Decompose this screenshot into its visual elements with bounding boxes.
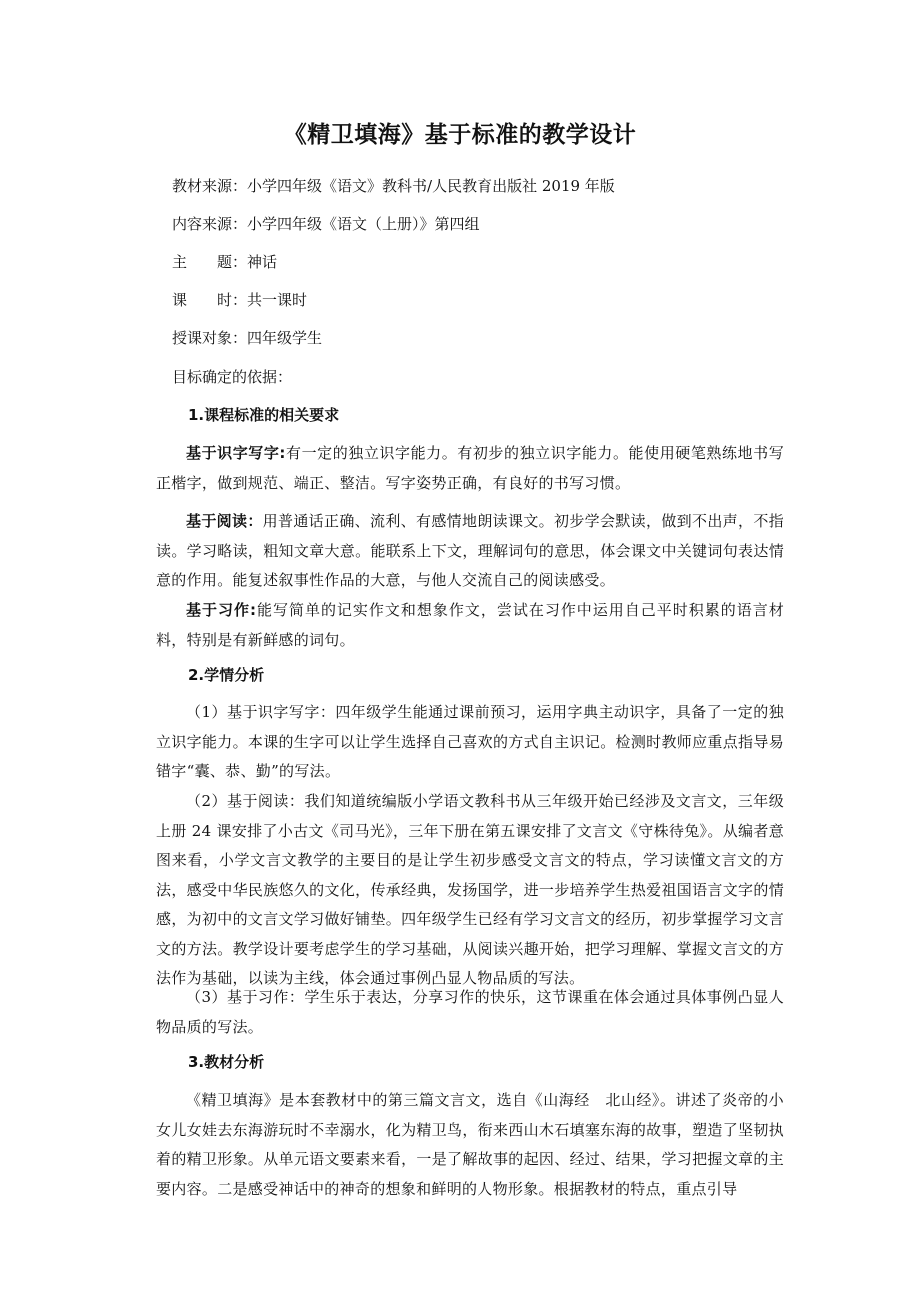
meta-label: 课 时 — [172, 291, 233, 309]
section-heading-textbook-analysis: 3.教材分析 — [188, 1053, 265, 1071]
paragraph-text: 用普通话正确、流利、有感情地朗读课文。初步学会默读，做到不出声，不指读。学习略读，粗知文章大意。能联系上下文，理解词句的意思，体会课文中关键词句表达情意的作用。能复述叙事性作品的大意，与他人交流自己的阅读感受。 — [156, 512, 784, 589]
meta-label: 主 题 — [172, 253, 233, 271]
meta-value: 共一课时 — [247, 291, 308, 309]
paragraph-text: 能写简单的记实作文和想象作文，尝试在习作中运用自己平时积累的语言材料，特别是有新鲜感的词句。 — [156, 601, 785, 649]
document-title: 《精卫填海》基于标准的教学设计 — [283, 122, 637, 148]
meta-audience: 授课对象：四年级学生 — [172, 329, 323, 347]
learner-literacy-paragraph: （1）基于识字写字：四年级学生能通过课前预习，运用字典主动识字，具备了一定的独立识字能力。本课的生字可以让学生选择自己喜欢的方式自主识记。检测时教师应重点指导易错字“囊、恭、勤”的写法。 — [156, 703, 784, 780]
meta-periods: 课 时：共一课时 — [172, 291, 308, 309]
meta-textbook-source: 教材来源：小学四年级《语文》教科书/人民教育出版社 2019 年版 — [172, 177, 615, 195]
meta-value: 四年级学生 — [247, 329, 323, 347]
standards-literacy-paragraph — [156, 439, 784, 498]
meta-label: 内容来源 — [172, 215, 233, 233]
meta-label: 教材来源 — [172, 177, 233, 195]
standards-writing-paragraph — [156, 596, 784, 655]
paragraph-text: 有一定的独立识字能力。有初步的独立识字能力。能使用硬笔熟练地书写正楷字，做到规范、端正、整洁。写字姿势正确，有良好的书写习惯。 — [156, 444, 784, 492]
section-heading-learner-analysis: 2.学情分析 — [188, 666, 265, 684]
textbook-analysis-paragraph: 《精卫填海》是本套教材中的第三篇文言文，选自《山海经 北山经》。讲述了炎帝的小女儿女娃去东海游玩时不幸溺水，化为精卫鸟，衔来西山木石填塞东海的故事，塑造了坚韧执着的精卫形象。从单元语文要素来看，一是了解故事的起因、经过、结果，学习把握文章的主要内容。二是感受神话中的神奇的想象和鲜明的人物形象。根据教材的特点，重点引导 — [156, 1091, 784, 1198]
meta-label: 授课对象 — [172, 329, 233, 347]
meta-value: 神话 — [247, 253, 278, 271]
learner-writing-paragraph: （3）基于习作：学生乐于表达，分享习作的快乐，这节课重在体会通过具体事例凸显人物品质的写法。 — [156, 988, 784, 1036]
paragraph-lead: 基于阅读： — [186, 512, 263, 530]
meta-theme: 主 题：神话 — [172, 253, 278, 271]
learner-reading-paragraph: （2）基于阅读：我们知道统编版小学语文教科书从三年级开始已经涉及文言文，三年级上册 24 课安排了小古文《司马光》，三年下册在第五课安排了文言文《守株待兔》。从编者意图来看，小学文言文教学的主要目的是让学生初步感受文言文的特点，学习读懂文言文的方法，感受中华民族悠久的文化，传承经典，发扬国学，进一步培养学生热爱祖国语言文字的情感，为初中的文言文学习做好铺垫。四年级学生已经有学习文言文的经历，初步掌握学习文言文的方法。教学设计要考虑学生的学习基础，从阅读兴趣开始，把学习理解、掌握文言文的方法作为基础，以读为主线，体会通过事例凸显人物品质的写法。 — [156, 792, 784, 987]
paragraph-lead: 基于习作: — [186, 601, 257, 619]
basis-label: 目标确定的依据： — [172, 368, 293, 386]
paragraph-lead: 基于识字写字: — [186, 444, 286, 462]
standards-reading-paragraph — [156, 507, 784, 596]
section-heading-standards: 1.课程标准的相关要求 — [188, 406, 340, 424]
meta-value: 小学四年级《语文》教科书/人民教育出版社 2019 年版 — [247, 177, 615, 195]
meta-content-source: 内容来源：小学四年级《语文（上册）》第四组 — [172, 215, 480, 233]
meta-value: 小学四年级《语文（上册）》第四组 — [247, 215, 480, 233]
